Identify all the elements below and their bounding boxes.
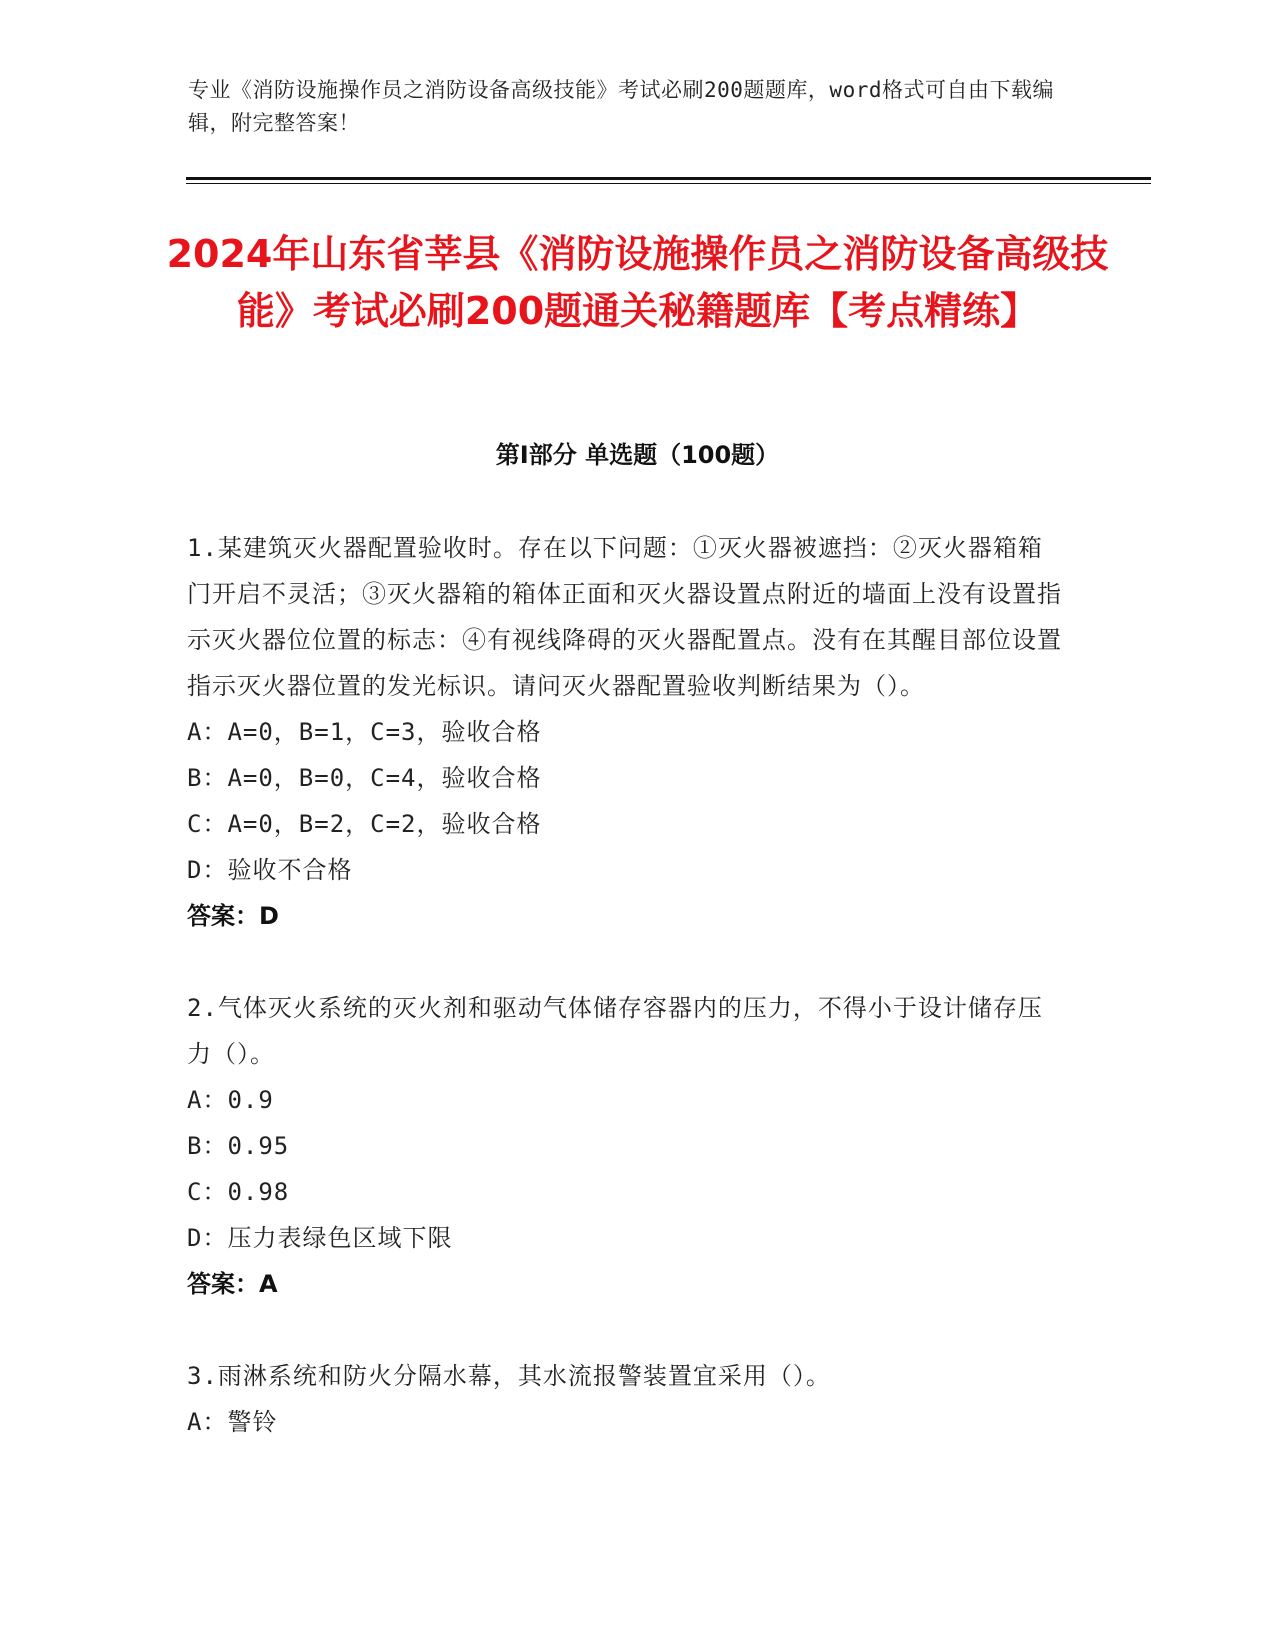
- header-divider-thin: [186, 183, 1151, 184]
- question-1: [187, 525, 1067, 939]
- document-title: 2024年山东省莘县《消防设施操作员之消防设备高级技能》考试必刷200题通关秘籍题库【考点精练】: [166, 232, 1109, 333]
- option-d: D：验收不合格: [187, 856, 353, 884]
- header-note: 专业《消防设施操作员之消防设备高级技能》考试必刷200题题库，word格式可自由下载编辑，附完整答案！: [188, 78, 1054, 135]
- question-2: [187, 985, 1067, 1307]
- section-title: 第I部分 单选题（100题）: [495, 441, 780, 469]
- option-b: B：0.95: [187, 1132, 290, 1160]
- option-a: A：A=0，B=1，C=3，验收合格: [187, 718, 542, 746]
- answer: 答案：A: [187, 1270, 278, 1298]
- answer: 答案：D: [187, 902, 279, 930]
- option-b: B：A=0，B=0，C=4，验收合格: [187, 764, 542, 792]
- question-3: [187, 1353, 1067, 1445]
- question-stem: 2.气体灭火系统的灭火剂和驱动气体储存容器内的压力，不得小于设计储存压力（）。: [187, 994, 1043, 1068]
- option-a: A：0.9: [187, 1086, 274, 1114]
- option-c: C：A=0，B=2，C=2，验收合格: [187, 810, 542, 838]
- header-divider-thick: [186, 177, 1151, 180]
- question-stem: 3.雨淋系统和防火分隔水幕，其水流报警装置宜采用（）。: [187, 1362, 831, 1390]
- question-stem: 1.某建筑灭火器配置验收时。存在以下问题：①灭火器被遮挡：②灭火器箱箱门开启不灵活；③灭火器箱的箱体正面和灭火器设置点附近的墙面上没有设置指示灭火器位位置的标志：④有视线降碍的灭火器配置点。没有在其醒目部位设置指示灭火器位置的发光标识。请问灭火器配置验收判断结果为（）。: [187, 534, 1062, 700]
- option-a: A：警铃: [187, 1408, 278, 1436]
- option-c: C：0.98: [187, 1178, 290, 1206]
- option-d: D：压力表绿色区域下限: [187, 1224, 453, 1252]
- question-list: [187, 525, 1067, 1491]
